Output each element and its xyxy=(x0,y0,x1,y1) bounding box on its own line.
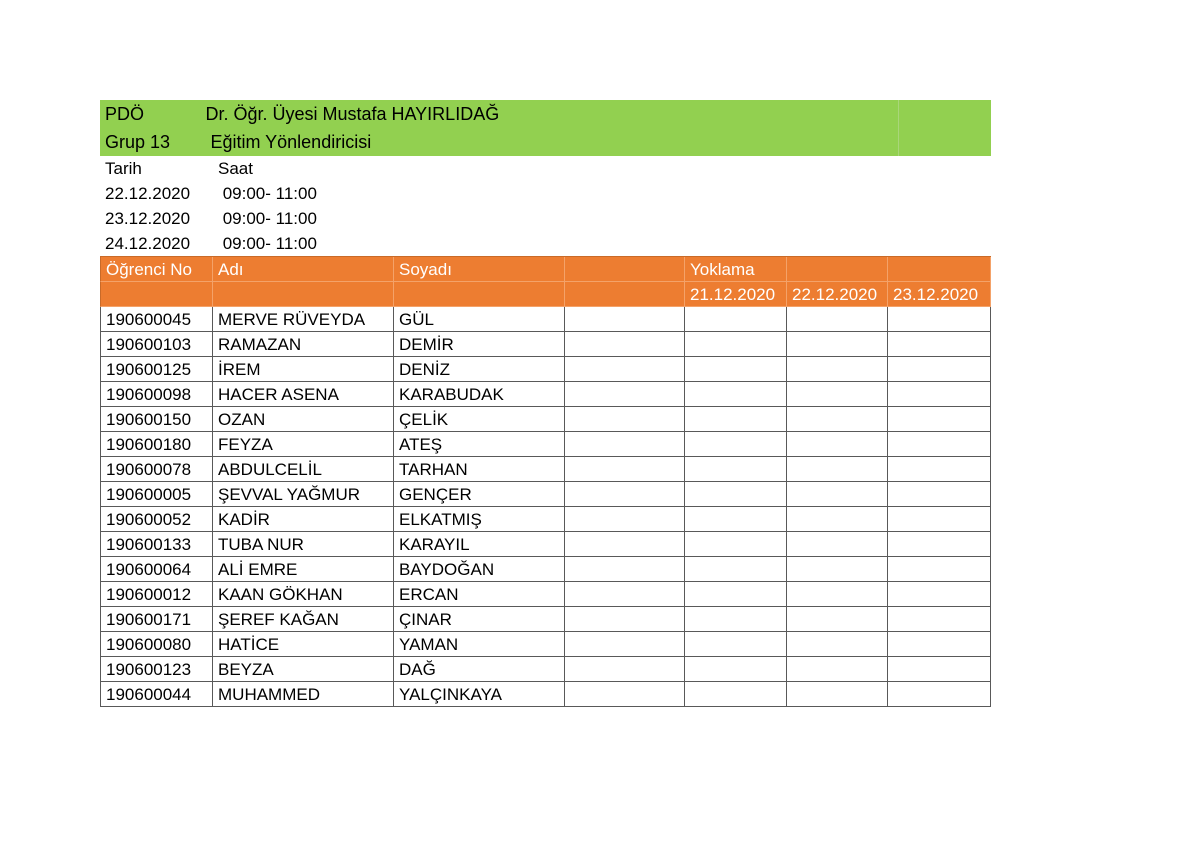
attendance-cell[interactable] xyxy=(685,582,787,607)
schedule-header-row xyxy=(100,156,991,181)
attendance-cell[interactable] xyxy=(685,382,787,407)
attendance-cell[interactable] xyxy=(888,457,991,482)
attendance-cell[interactable] xyxy=(565,557,685,582)
student-last-name: BAYDOĞAN xyxy=(394,557,565,582)
student-last-name: DEMİR xyxy=(394,332,565,357)
student-first-name: ŞEREF KAĞAN xyxy=(213,607,394,632)
column-header: 23.12.2020 xyxy=(888,282,991,307)
attendance-cell[interactable] xyxy=(565,407,685,432)
column-header xyxy=(565,257,685,282)
table-row xyxy=(100,582,991,607)
student-number: 190600052 xyxy=(100,507,213,532)
student-first-name: HATİCE xyxy=(213,632,394,657)
student-number: 190600098 xyxy=(100,382,213,407)
attendance-cell[interactable] xyxy=(565,582,685,607)
schedule-date: 23.12.2020 xyxy=(105,209,191,228)
attendance-cell[interactable] xyxy=(565,432,685,457)
student-last-name: YALÇINKAYA xyxy=(394,682,565,707)
schedule-row xyxy=(100,181,991,206)
attendance-sheet xyxy=(100,100,991,707)
attendance-cell[interactable] xyxy=(888,682,991,707)
attendance-cell[interactable] xyxy=(787,332,888,357)
attendance-cell[interactable] xyxy=(888,382,991,407)
attendance-cell[interactable] xyxy=(888,507,991,532)
student-first-name: KADİR xyxy=(213,507,394,532)
student-last-name: DAĞ xyxy=(394,657,565,682)
attendance-cell[interactable] xyxy=(888,482,991,507)
attendance-cell[interactable] xyxy=(685,557,787,582)
student-last-name: ELKATMIŞ xyxy=(394,507,565,532)
attendance-cell[interactable] xyxy=(787,607,888,632)
attendance-cell[interactable] xyxy=(565,457,685,482)
attendance-cell[interactable] xyxy=(787,432,888,457)
attendance-cell[interactable] xyxy=(787,457,888,482)
table-row xyxy=(100,357,991,382)
attendance-cell[interactable] xyxy=(787,532,888,557)
student-last-name: KARAYIL xyxy=(394,532,565,557)
header-row-course xyxy=(100,100,991,128)
attendance-cell[interactable] xyxy=(888,557,991,582)
attendance-cell[interactable] xyxy=(787,582,888,607)
table-row xyxy=(100,332,991,357)
column-header xyxy=(565,282,685,307)
student-number: 190600005 xyxy=(100,482,213,507)
student-last-name: GÜL xyxy=(394,307,565,332)
student-number: 190600133 xyxy=(100,532,213,557)
attendance-cell[interactable] xyxy=(888,357,991,382)
student-last-name: ÇINAR xyxy=(394,607,565,632)
student-first-name: ABDULCELİL xyxy=(213,457,394,482)
table-row xyxy=(100,682,991,707)
attendance-cell[interactable] xyxy=(565,332,685,357)
student-first-name: MUHAMMED xyxy=(213,682,394,707)
student-number: 190600125 xyxy=(100,357,213,382)
column-header: 21.12.2020 xyxy=(685,282,787,307)
student-first-name: MERVE RÜVEYDA xyxy=(213,307,394,332)
table-header-row xyxy=(100,257,991,282)
student-first-name: RAMAZAN xyxy=(213,332,394,357)
schedule-block xyxy=(100,156,991,256)
student-last-name: TARHAN xyxy=(394,457,565,482)
attendance-cell[interactable] xyxy=(685,482,787,507)
attendance-cell[interactable] xyxy=(888,532,991,557)
student-last-name: KARABUDAK xyxy=(394,382,565,407)
attendance-cell[interactable] xyxy=(787,632,888,657)
schedule-date: 22.12.2020 xyxy=(105,184,191,203)
column-header xyxy=(100,282,213,307)
table-row xyxy=(100,382,991,407)
attendance-cell[interactable] xyxy=(565,657,685,682)
table-body xyxy=(100,307,991,707)
schedule-row xyxy=(100,206,991,231)
student-first-name: KAAN GÖKHAN xyxy=(213,582,394,607)
student-first-name: FEYZA xyxy=(213,432,394,457)
instructor-role: Eğitim Yönlendiricisi xyxy=(205,132,372,152)
table-row xyxy=(100,507,991,532)
student-number: 190600044 xyxy=(100,682,213,707)
attendance-cell[interactable] xyxy=(565,632,685,657)
attendance-cell[interactable] xyxy=(685,632,787,657)
column-header: Soyadı xyxy=(394,257,565,282)
group-name: Grup 13 xyxy=(105,132,171,152)
table-row xyxy=(100,482,991,507)
attendance-cell[interactable] xyxy=(888,407,991,432)
attendance-cell[interactable] xyxy=(888,432,991,457)
attendance-cell[interactable] xyxy=(685,457,787,482)
attendance-cell[interactable] xyxy=(787,557,888,582)
student-number: 190600103 xyxy=(100,332,213,357)
student-number: 190600180 xyxy=(100,432,213,457)
table-row xyxy=(100,607,991,632)
attendance-cell[interactable] xyxy=(685,682,787,707)
attendance-cell[interactable] xyxy=(787,357,888,382)
attendance-cell[interactable] xyxy=(787,682,888,707)
student-number: 190600012 xyxy=(100,582,213,607)
student-last-name: DENİZ xyxy=(394,357,565,382)
attendance-cell[interactable] xyxy=(787,657,888,682)
student-last-name: ERCAN xyxy=(394,582,565,607)
table-row xyxy=(100,632,991,657)
student-last-name: ATEŞ xyxy=(394,432,565,457)
schedule-row xyxy=(100,231,991,256)
student-number: 190600123 xyxy=(100,657,213,682)
student-last-name: YAMAN xyxy=(394,632,565,657)
column-header xyxy=(213,282,394,307)
student-first-name: BEYZA xyxy=(213,657,394,682)
schedule-date: 24.12.2020 xyxy=(105,234,191,253)
attendance-cell[interactable] xyxy=(888,332,991,357)
student-first-name: ŞEVVAL YAĞMUR xyxy=(213,482,394,507)
attendance-cell[interactable] xyxy=(888,607,991,632)
attendance-cell[interactable] xyxy=(565,382,685,407)
table-row xyxy=(100,657,991,682)
instructor-name: Dr. Öğr. Üyesi Mustafa HAYIRLIDAĞ xyxy=(205,104,500,124)
column-header: 22.12.2020 xyxy=(787,282,888,307)
student-first-name: OZAN xyxy=(213,407,394,432)
column-header xyxy=(787,257,888,282)
column-header xyxy=(394,282,565,307)
student-number: 190600171 xyxy=(100,607,213,632)
attendance-cell[interactable] xyxy=(565,682,685,707)
attendance-cell[interactable] xyxy=(787,482,888,507)
student-first-name: ALİ EMRE xyxy=(213,557,394,582)
student-last-name: ÇELİK xyxy=(394,407,565,432)
attendance-cell[interactable] xyxy=(685,432,787,457)
student-first-name: HACER ASENA xyxy=(213,382,394,407)
attendance-cell[interactable] xyxy=(565,507,685,532)
attendance-cell[interactable] xyxy=(685,357,787,382)
student-number: 190600080 xyxy=(100,632,213,657)
attendance-cell[interactable] xyxy=(685,307,787,332)
table-row xyxy=(100,407,991,432)
attendance-cell[interactable] xyxy=(565,307,685,332)
attendance-table xyxy=(100,256,991,707)
attendance-cell[interactable] xyxy=(565,532,685,557)
table-row xyxy=(100,457,991,482)
attendance-cell[interactable] xyxy=(787,507,888,532)
attendance-cell[interactable] xyxy=(888,307,991,332)
attendance-cell[interactable] xyxy=(685,532,787,557)
student-last-name: GENÇER xyxy=(394,482,565,507)
column-header: Adı xyxy=(213,257,394,282)
attendance-cell[interactable] xyxy=(685,407,787,432)
student-number: 190600150 xyxy=(100,407,213,432)
column-header: Öğrenci No xyxy=(100,257,213,282)
schedule-time: 09:00- 11:00 xyxy=(218,234,317,253)
student-first-name: TUBA NUR xyxy=(213,532,394,557)
table-row xyxy=(100,557,991,582)
attendance-cell[interactable] xyxy=(787,407,888,432)
attendance-cell[interactable] xyxy=(685,507,787,532)
attendance-cell[interactable] xyxy=(888,582,991,607)
student-number: 190600064 xyxy=(100,557,213,582)
attendance-cell[interactable] xyxy=(565,482,685,507)
course-code: PDÖ xyxy=(105,104,145,124)
table-subheader-row xyxy=(100,282,991,307)
attendance-cell[interactable] xyxy=(685,607,787,632)
attendance-cell[interactable] xyxy=(888,657,991,682)
table-row xyxy=(100,432,991,457)
time-header: Saat xyxy=(218,159,253,178)
attendance-cell[interactable] xyxy=(685,657,787,682)
header-row-group xyxy=(100,128,991,156)
attendance-cell[interactable] xyxy=(787,307,888,332)
attendance-cell[interactable] xyxy=(685,332,787,357)
table-row xyxy=(100,532,991,557)
student-first-name: İREM xyxy=(213,357,394,382)
attendance-cell[interactable] xyxy=(787,382,888,407)
column-header: Yoklama xyxy=(685,257,787,282)
schedule-time: 09:00- 11:00 xyxy=(218,209,317,228)
table-row xyxy=(100,307,991,332)
schedule-time: 09:00- 11:00 xyxy=(218,184,317,203)
attendance-cell[interactable] xyxy=(565,357,685,382)
date-header: Tarih xyxy=(105,159,142,178)
column-header xyxy=(888,257,991,282)
attendance-cell[interactable] xyxy=(888,632,991,657)
student-number: 190600078 xyxy=(100,457,213,482)
student-number: 190600045 xyxy=(100,307,213,332)
attendance-cell[interactable] xyxy=(565,607,685,632)
